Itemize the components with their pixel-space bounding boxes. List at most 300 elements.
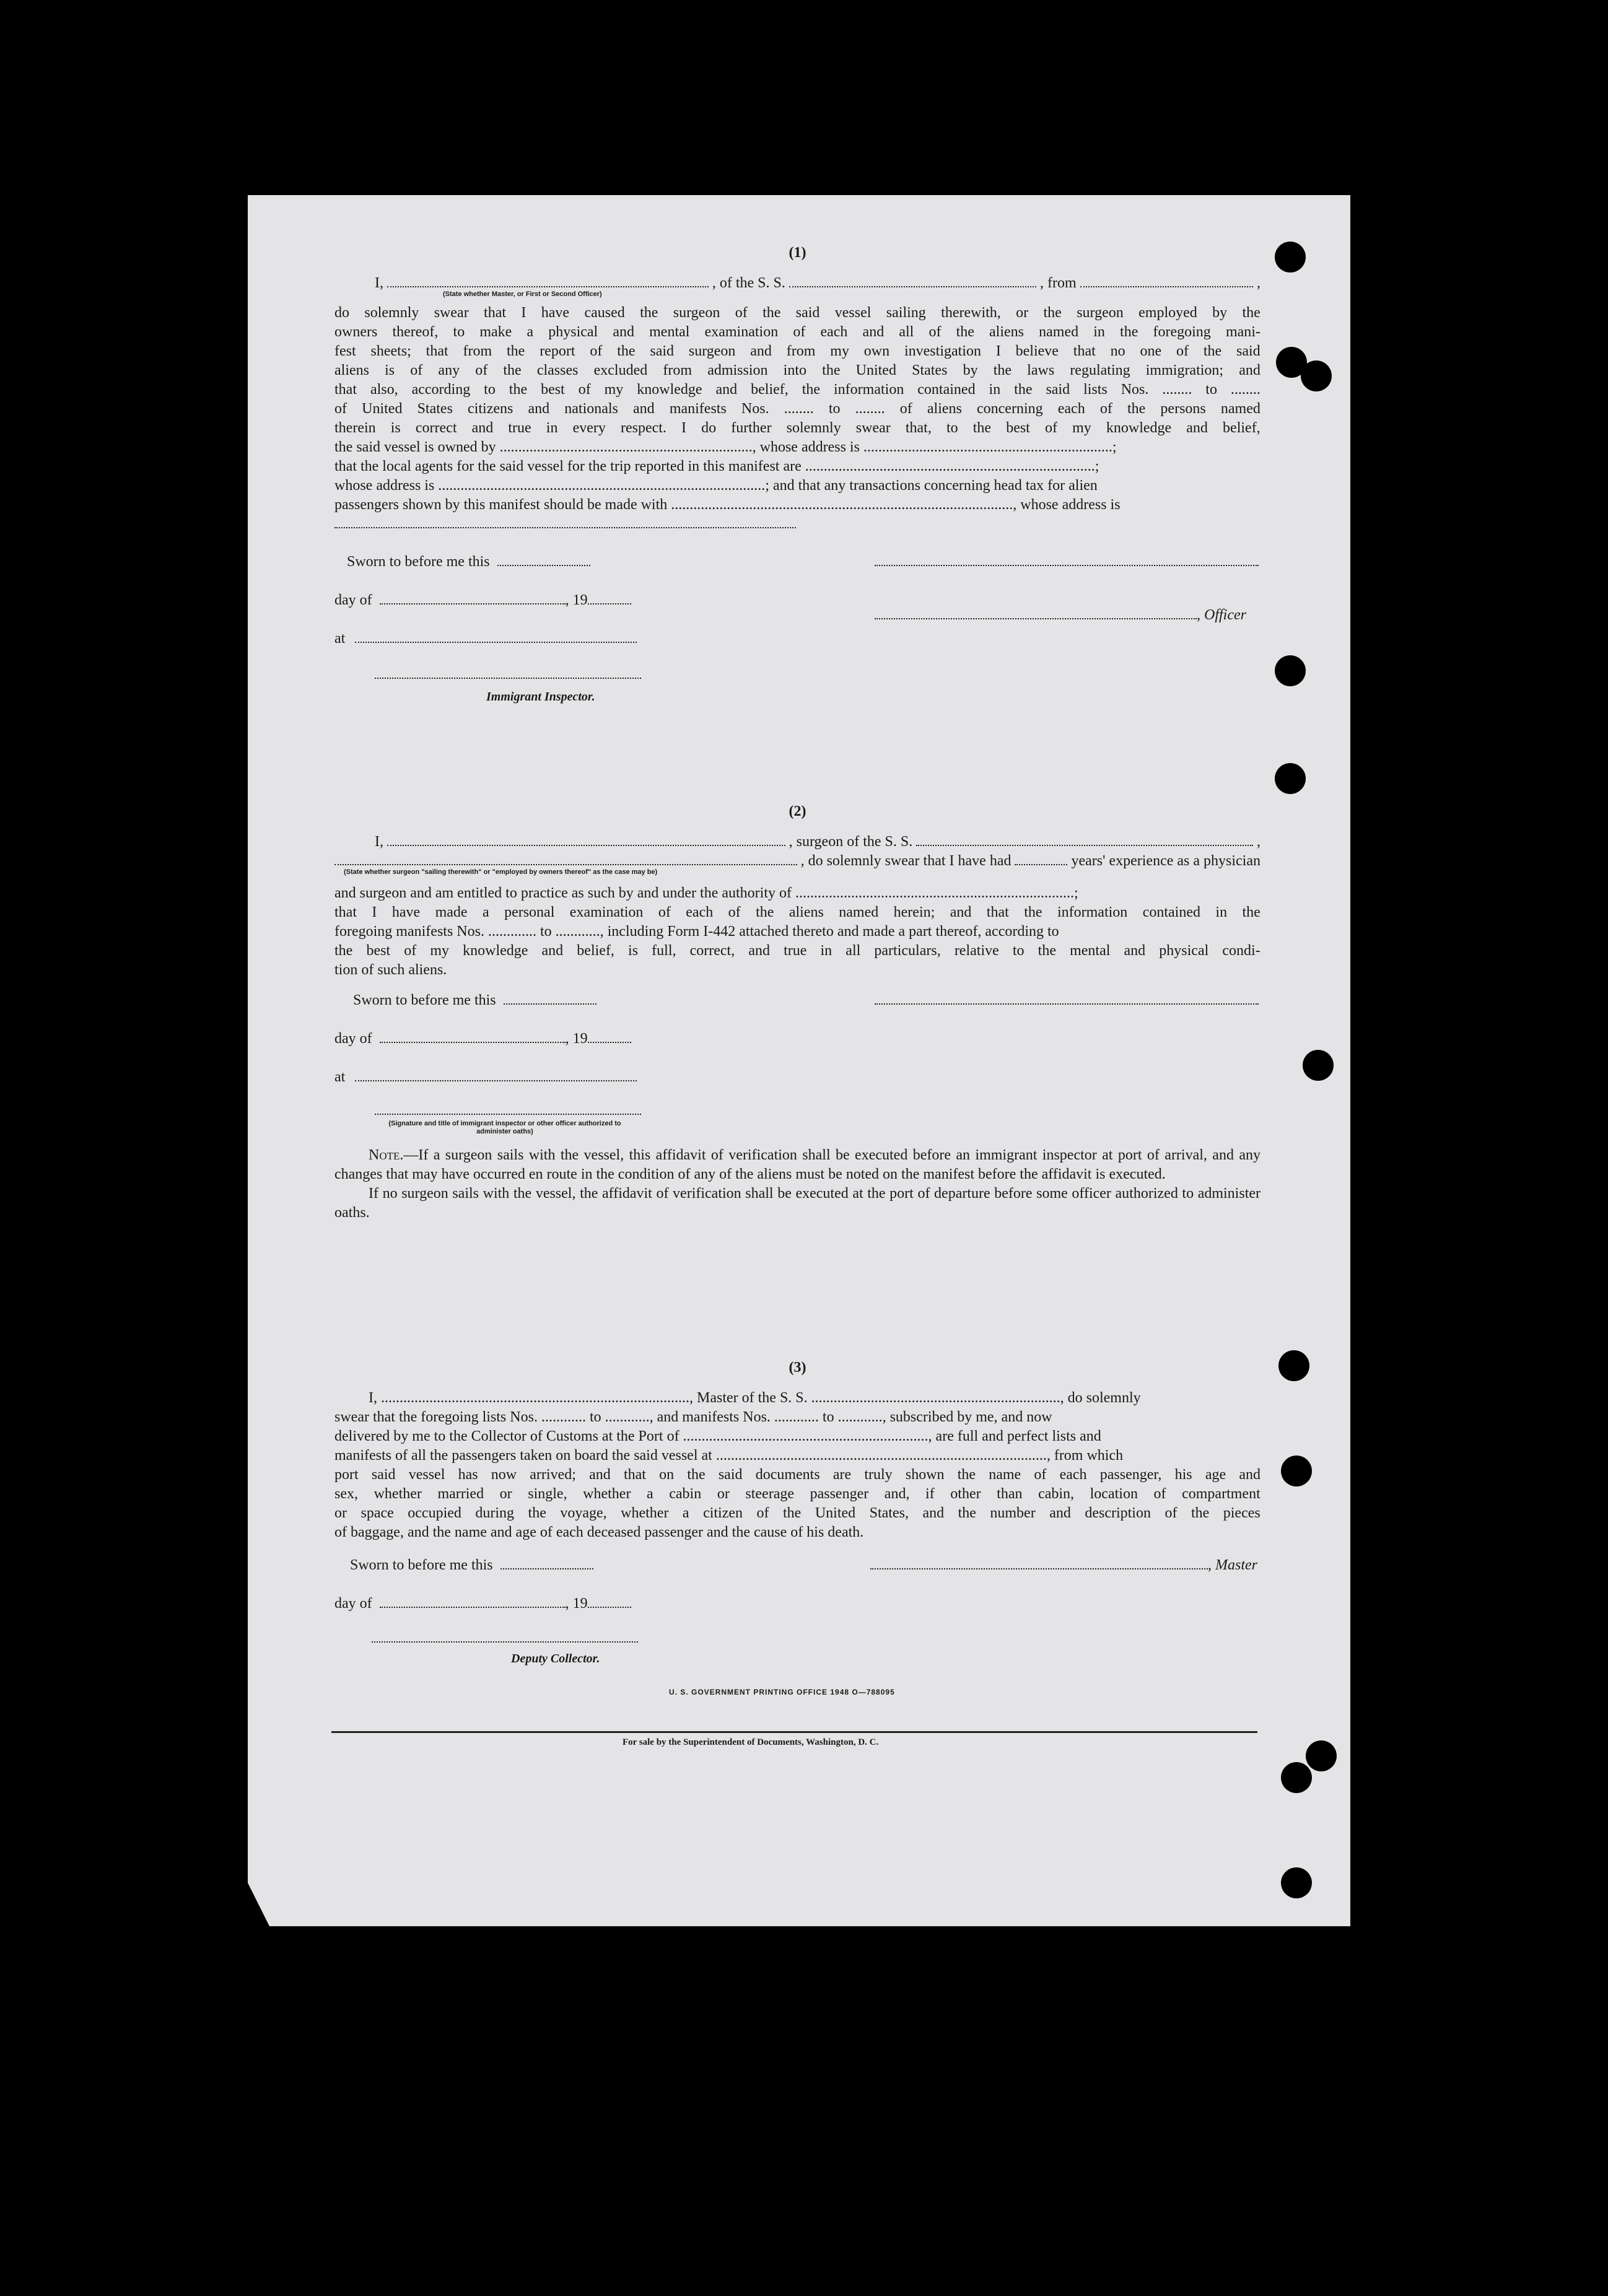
- word: and: [541, 943, 564, 959]
- word: of: [590, 343, 603, 359]
- section-number: (2): [789, 803, 806, 819]
- word: surgeon: [1077, 305, 1124, 321]
- body-line: delivered by me to the Collector of Customs at the Port of .................................................................., are full and perfect lists and: [334, 1428, 1101, 1444]
- word: description: [1085, 1505, 1151, 1521]
- word: and: [1049, 1505, 1071, 1521]
- word: that: [1073, 343, 1096, 359]
- word: admission: [707, 362, 768, 378]
- word: of: [334, 401, 347, 417]
- section-number: (1): [789, 245, 806, 261]
- word: respect.: [620, 420, 666, 436]
- body-line: that the local agents for the said vessel for the trip reported in this manifest are ..............................................................................;: [334, 458, 1099, 474]
- word: personal: [504, 904, 555, 920]
- word: the: [958, 1505, 976, 1521]
- blank-from[interactable]: [1080, 274, 1253, 287]
- word: classes: [536, 362, 579, 378]
- word: States: [417, 401, 453, 417]
- body-line: [334, 323, 1261, 342]
- text: Sworn to before me this: [350, 1557, 493, 1573]
- word: and: [715, 382, 738, 398]
- word: belief,: [751, 382, 789, 398]
- word: my: [1072, 420, 1091, 436]
- word: concerning: [977, 401, 1043, 417]
- word: that,: [905, 420, 932, 436]
- word: said: [718, 1467, 743, 1483]
- body-line: [334, 419, 1261, 438]
- word: aliens: [927, 401, 962, 417]
- word: each: [1059, 1467, 1087, 1483]
- punch-hole: [1275, 242, 1306, 273]
- word: to: [946, 420, 958, 436]
- word: pieces: [1223, 1505, 1261, 1521]
- word: and: [922, 1505, 945, 1521]
- affidavit-section-3: [334, 1360, 1261, 1692]
- text: day of: [334, 592, 372, 608]
- word: best: [1006, 420, 1030, 436]
- word: knowledge: [463, 943, 528, 959]
- word: the: [993, 362, 1012, 378]
- word: aliens: [334, 362, 369, 378]
- word: United: [855, 362, 896, 378]
- word: passenger,: [1099, 1467, 1162, 1483]
- word: the: [1014, 382, 1033, 398]
- word: on: [659, 1467, 675, 1483]
- word: the: [334, 943, 353, 959]
- word: and: [750, 343, 772, 359]
- word: whether: [374, 1486, 422, 1502]
- body-line: of baggage, and the name and age of each deceased passenger and the cause of his death.: [334, 1524, 864, 1540]
- body-line: and surgeon and am entitled to practice as such by and under the authority of ...........................................................................;: [334, 885, 1078, 901]
- signature-caption: (Signature and title of immigrant inspector or other officer authorized to administer oaths): [388, 1120, 621, 1135]
- word: a: [682, 1505, 689, 1521]
- word: the: [528, 1505, 546, 1521]
- word: of: [658, 904, 671, 920]
- for-sale-line: For sale by the Superintendent of Documents, Washington, D. C.: [623, 1737, 879, 1747]
- word: his: [1174, 1467, 1192, 1483]
- word: other: [950, 1486, 981, 1502]
- surgeon-signature[interactable]: [875, 991, 1259, 1009]
- punch-hole: [1301, 360, 1332, 391]
- word: of: [793, 324, 806, 340]
- word: Nos.: [1121, 382, 1149, 398]
- word: do: [334, 305, 349, 321]
- word: contained: [917, 382, 976, 398]
- inspector-signature[interactable]: [375, 665, 641, 683]
- text: ,: [1257, 275, 1261, 291]
- word: said: [650, 343, 675, 359]
- word: further: [731, 420, 772, 436]
- word: and: [589, 1467, 611, 1483]
- word: said: [1236, 343, 1261, 359]
- word: documents: [755, 1467, 820, 1483]
- note-paragraph-2: If no surgeon sails with the vessel, the affidavit of verification shall be executed at the port of departure before some officer authorized to administer oaths.: [334, 1185, 1261, 1221]
- word: according: [411, 382, 471, 398]
- signature-line: [375, 665, 641, 679]
- word: relative: [954, 943, 999, 959]
- body-line: [334, 941, 1261, 961]
- word: the: [1024, 904, 1042, 920]
- word: therewith,: [941, 305, 1001, 321]
- word: the: [687, 1467, 706, 1483]
- word: named: [839, 904, 879, 920]
- word: of: [410, 362, 423, 378]
- word: I: [681, 420, 687, 436]
- word: the: [972, 420, 992, 436]
- word: and: [950, 904, 972, 920]
- day-line: [334, 1594, 631, 1612]
- text: day of: [334, 1595, 372, 1612]
- word: employed: [1138, 305, 1197, 321]
- blank-officer-signature[interactable]: [875, 606, 1197, 619]
- word: no: [1110, 343, 1125, 359]
- blank-day[interactable]: [380, 1594, 566, 1608]
- word: of: [756, 1505, 769, 1521]
- word: or: [499, 1486, 512, 1502]
- word: a: [527, 324, 534, 340]
- word: the: [1038, 943, 1056, 959]
- word: the: [1191, 1505, 1210, 1521]
- word: by: [963, 362, 978, 378]
- word: correct,: [689, 943, 735, 959]
- word: that: [484, 305, 507, 321]
- blank-years[interactable]: [1015, 852, 1067, 865]
- blank-at[interactable]: [355, 1068, 637, 1081]
- word: the: [802, 382, 821, 398]
- word: cabin: [669, 1486, 702, 1502]
- deputy-signature[interactable]: [372, 1629, 638, 1647]
- word: therein: [334, 420, 376, 436]
- word: occupied: [408, 1505, 461, 1521]
- body-line: [334, 1485, 1261, 1504]
- word: said: [795, 305, 820, 321]
- word: regulating: [1070, 362, 1130, 378]
- section2-signature-block: [334, 991, 1261, 1146]
- word: physical: [1159, 943, 1209, 959]
- word: of: [1164, 1505, 1178, 1521]
- text: Sworn to before me this: [353, 992, 496, 1008]
- affidavit-section-2: [334, 803, 1261, 1223]
- word: citizens: [468, 401, 513, 417]
- text: , of the S. S.: [712, 275, 785, 291]
- text: , 19: [565, 592, 588, 608]
- text: , 19: [565, 1595, 588, 1612]
- note-label: Note.: [369, 1147, 404, 1163]
- word: in: [546, 420, 558, 436]
- word: investigation: [904, 343, 981, 359]
- body-line: [334, 303, 1261, 323]
- word: voyage,: [560, 1505, 607, 1521]
- word: is: [628, 943, 639, 959]
- word: mental: [1070, 943, 1111, 959]
- word: of: [1176, 343, 1189, 359]
- blank-master-signature[interactable]: [870, 1556, 1208, 1569]
- section3-body: [334, 1389, 1261, 1542]
- word: named: [1220, 401, 1261, 417]
- word: passenger: [810, 1486, 869, 1502]
- word: the: [1242, 305, 1261, 321]
- word: have: [541, 305, 570, 321]
- word: report: [540, 343, 575, 359]
- word: immigration;: [1145, 362, 1224, 378]
- officer-signature-top[interactable]: [875, 552, 1259, 570]
- word: foregoing: [1153, 324, 1211, 340]
- word: contained: [1142, 904, 1200, 920]
- word: full,: [652, 943, 676, 959]
- punch-hole: [1303, 1050, 1334, 1081]
- word: thereof,: [392, 324, 439, 340]
- body-line: [334, 342, 1261, 361]
- word: in: [1215, 904, 1228, 920]
- signature-line: [875, 991, 1259, 1005]
- word: and: [1124, 943, 1146, 959]
- word: sheets;: [370, 343, 411, 359]
- body-line: [334, 903, 1261, 922]
- master-line: [870, 1556, 1257, 1574]
- word: of: [1034, 1467, 1047, 1483]
- signature-line: [875, 552, 1259, 566]
- word: citizen: [703, 1505, 743, 1521]
- printing-office-line: U. S. GOVERNMENT PRINTING OFFICE 1948 O—788095: [669, 1688, 895, 1696]
- word: truly: [864, 1467, 893, 1483]
- word: persons: [1160, 401, 1206, 417]
- word: ........: [855, 401, 885, 417]
- word: particulars,: [874, 943, 941, 959]
- word: have: [391, 904, 421, 920]
- word: manifests: [669, 401, 727, 417]
- sworn-line: [353, 991, 596, 1009]
- word: correct: [415, 420, 457, 436]
- word: the: [509, 382, 528, 398]
- body-line: foregoing manifests Nos. ............. to ............, including Form I-442 attached thereto and made a part thereof, according to: [334, 923, 1059, 940]
- blank-day[interactable]: [380, 1029, 566, 1043]
- word: location: [1090, 1486, 1138, 1502]
- word: single,: [528, 1486, 567, 1502]
- word: the: [756, 904, 774, 920]
- word: if: [925, 1486, 935, 1502]
- body-line: swear that the foregoing lists Nos. ............ to ............, and manifests Nos. ............ to ............, subscribed by me, and now: [334, 1409, 1052, 1425]
- blank-vessel[interactable]: [789, 274, 1036, 287]
- day-line: [334, 1029, 631, 1047]
- word: and: [1186, 420, 1208, 436]
- word: also,: [370, 382, 398, 398]
- word: during: [475, 1505, 515, 1521]
- text: ,: [1257, 834, 1261, 850]
- word: of: [728, 904, 741, 920]
- word: married: [437, 1486, 484, 1502]
- word: condi-: [1222, 943, 1261, 959]
- word: are: [832, 1467, 852, 1483]
- word: said: [1046, 382, 1070, 398]
- word: is: [385, 362, 395, 378]
- text: —If a surgeon sails with the vessel, this affidavit of verification shall be executed before an immigrant inspector at port of arrival, and any changes that may have occurred en route in the condition of any of the aliens must be noted on the manifest before the affidavit is executed.: [334, 1147, 1261, 1182]
- word: of: [578, 382, 591, 398]
- body-line: [334, 1504, 1261, 1523]
- blank-surgeon[interactable]: [387, 832, 785, 846]
- word: whether: [583, 1486, 631, 1502]
- word: of: [1044, 420, 1057, 436]
- blank-vessel[interactable]: [916, 832, 1253, 846]
- line-note: (State whether Master, or First or Second Officer): [443, 290, 602, 298]
- word: of: [404, 943, 417, 959]
- word: cabin,: [1038, 1486, 1075, 1502]
- word: United: [815, 1505, 856, 1521]
- word: States,: [869, 1505, 909, 1521]
- footer-rule: [331, 1731, 1257, 1733]
- word: the: [507, 343, 525, 359]
- blank-sworn[interactable]: [500, 1556, 593, 1569]
- word: the: [1120, 324, 1138, 340]
- word: space: [360, 1505, 394, 1521]
- blank-year[interactable]: [588, 591, 631, 605]
- word: the: [783, 1505, 802, 1521]
- text: Sworn to before me this: [347, 554, 490, 570]
- body-line: I, ..................................................................................., Master of the S. S. ..................................................................., do solemnly: [369, 1390, 1141, 1406]
- word: mental: [649, 324, 690, 340]
- word: and: [633, 401, 655, 417]
- word: swear: [434, 305, 469, 321]
- punch-hole: [1281, 1867, 1312, 1898]
- word: excluded: [593, 362, 648, 378]
- word: a: [647, 1486, 653, 1502]
- word: from: [463, 343, 492, 359]
- word: to: [1205, 382, 1217, 398]
- word: all: [846, 943, 861, 959]
- word: the: [957, 1467, 976, 1483]
- word: steerage: [745, 1486, 794, 1502]
- word: the: [762, 305, 781, 321]
- word: knowledge: [637, 382, 702, 398]
- word: has: [458, 1467, 478, 1483]
- word: surgeon: [673, 305, 720, 321]
- word: of: [929, 324, 942, 340]
- section1-body: [334, 303, 1261, 534]
- word: examination: [704, 324, 779, 340]
- word: solemnly: [364, 305, 419, 321]
- word: to: [453, 324, 465, 340]
- section-number: (3): [789, 1360, 806, 1376]
- word: age: [1205, 1467, 1226, 1483]
- punch-hole: [1281, 1456, 1312, 1486]
- text: I,: [375, 834, 383, 850]
- word: aliens: [789, 904, 824, 920]
- body-line: manifests of all the passengers taken on board the said vessel at ........................................................................................., from which: [334, 1447, 1124, 1464]
- blank-officer[interactable]: [387, 274, 709, 287]
- word: said: [371, 1467, 396, 1483]
- word: made: [435, 904, 468, 920]
- word: information: [834, 382, 904, 398]
- section3-signature-block: [334, 1556, 1261, 1692]
- word: sailing: [886, 305, 926, 321]
- word: name: [989, 1467, 1021, 1483]
- blank-year[interactable]: [588, 1029, 631, 1043]
- word: make: [479, 324, 512, 340]
- body-line: [334, 361, 1261, 380]
- word: true: [508, 420, 531, 436]
- word: and: [748, 943, 770, 959]
- word: the: [1127, 401, 1146, 417]
- blank-day[interactable]: [380, 591, 566, 605]
- word: shown: [905, 1467, 945, 1483]
- word: belief,: [577, 943, 614, 959]
- day-line: [334, 591, 631, 609]
- punch-hole: [1275, 655, 1306, 686]
- signature-line: [375, 1101, 641, 1115]
- word: examination: [569, 904, 644, 920]
- blank-surgeon-type[interactable]: [334, 852, 797, 865]
- text: years' experience as a physician: [1071, 853, 1261, 869]
- blank-address[interactable]: [334, 515, 796, 528]
- word: compartment: [1182, 1486, 1261, 1502]
- blank-sworn[interactable]: [497, 552, 590, 566]
- word: that: [334, 904, 357, 920]
- word: arrived;: [530, 1467, 576, 1483]
- word: in: [1093, 324, 1105, 340]
- at-line: [334, 1068, 637, 1086]
- word: my: [830, 343, 849, 359]
- body-line: [334, 399, 1261, 419]
- word: solemnly: [786, 420, 841, 436]
- deputy-caption: Deputy Collector.: [511, 1652, 600, 1665]
- word: vessel: [408, 1467, 445, 1483]
- text: , do solemnly swear that I have had: [800, 853, 1012, 869]
- word: in: [820, 943, 832, 959]
- inspector-caption: Immigrant Inspector.: [486, 690, 595, 704]
- text: , Master: [1208, 1557, 1257, 1573]
- word: one: [1140, 343, 1162, 359]
- word: and: [862, 324, 885, 340]
- section2-first-line: [334, 832, 1261, 852]
- at-line: [334, 629, 637, 647]
- text: at: [334, 1069, 346, 1085]
- text: at: [334, 631, 346, 647]
- word: and: [613, 324, 634, 340]
- word: vessel: [834, 305, 872, 321]
- blank-year[interactable]: [588, 1594, 631, 1608]
- body-line: [334, 380, 1261, 399]
- word: from: [786, 343, 816, 359]
- word: by: [1212, 305, 1228, 321]
- word: States: [912, 362, 948, 378]
- word: I: [372, 904, 377, 920]
- punch-hole: [1306, 1740, 1337, 1771]
- inspector-signature[interactable]: [375, 1101, 641, 1119]
- blank-at[interactable]: [355, 629, 637, 643]
- word: that: [986, 904, 1009, 920]
- word: to: [1012, 943, 1025, 959]
- section1-signature-block: [334, 552, 1261, 714]
- word: each: [1057, 401, 1085, 417]
- word: named: [1039, 324, 1079, 340]
- word: believe: [1015, 343, 1059, 359]
- word: Nos.: [741, 401, 769, 417]
- word: and: [471, 420, 494, 436]
- word: best: [541, 382, 565, 398]
- word: fest: [334, 343, 356, 359]
- word: that: [334, 382, 357, 398]
- word: laws: [1027, 362, 1055, 378]
- word: that: [623, 1467, 646, 1483]
- punch-hole: [1281, 1762, 1312, 1793]
- word: each: [686, 904, 714, 920]
- word: whether: [621, 1505, 669, 1521]
- word: swear: [855, 420, 891, 436]
- blank-sworn[interactable]: [504, 991, 596, 1005]
- word: aliens: [989, 324, 1025, 340]
- body-line: the said vessel is owned by ...................................................................., whose address is ...................................................................;: [334, 439, 1117, 455]
- word: surgeon: [688, 343, 736, 359]
- word: of: [1153, 1486, 1166, 1502]
- word: the: [1043, 305, 1062, 321]
